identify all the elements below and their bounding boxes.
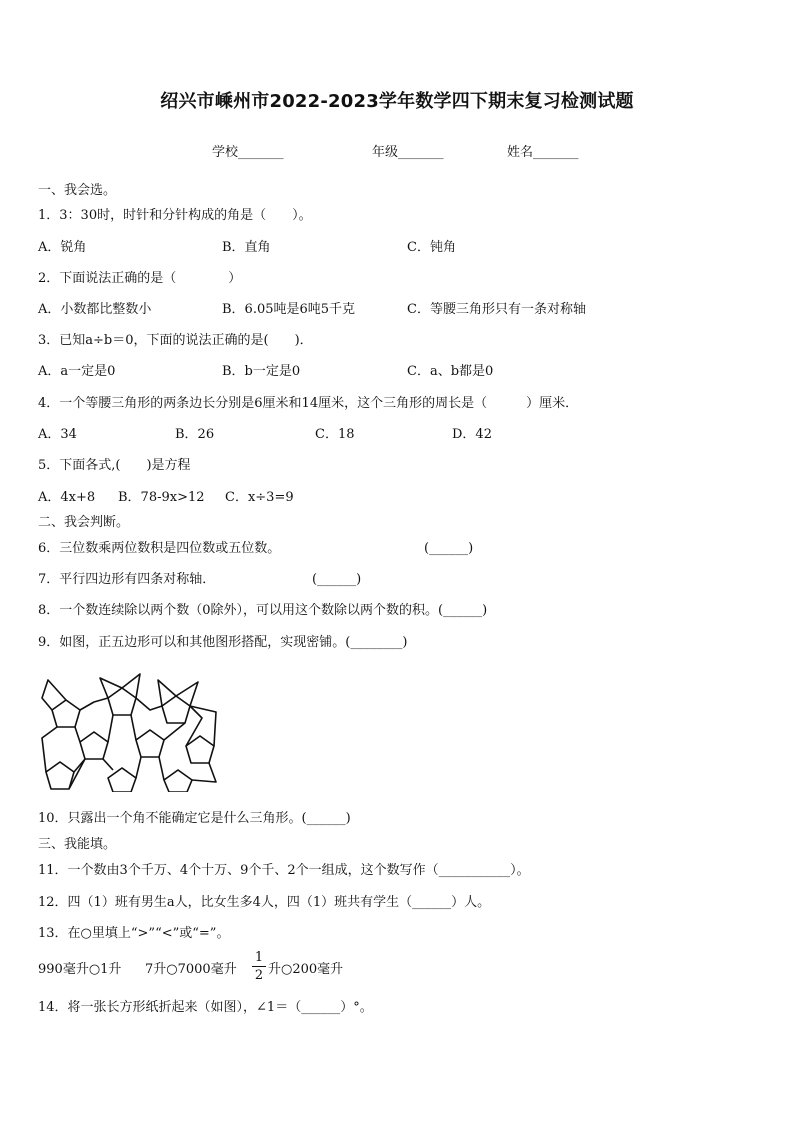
q5-option-b: B．78-9x>12 [118, 490, 205, 505]
pentagon-shape [162, 696, 190, 723]
section-heading-choice: 一、我会选。 [38, 183, 117, 198]
q6-answer-blank: (______) [424, 541, 474, 556]
fraction-denominator: 2 [254, 968, 264, 983]
pentagon-tessellation-figure [40, 672, 218, 792]
q1-option-a: A．锐角 [38, 240, 87, 255]
question-7: 7．平行四边形有四条对称轴． [38, 572, 216, 587]
question-13: 13．在○里填上“>”“<”或“=”。 [38, 926, 230, 941]
q1-option-b: B．直角 [222, 240, 271, 255]
question-5: 5．下面各式,( )是方程 [38, 458, 191, 473]
question-6: 6．三位数乘两位数积是四位数或五位数。 [38, 541, 281, 556]
star-gap-shape [42, 680, 66, 772]
question-12: 12．四（1）班有男生a人，比女生多4人，四（1）班共有学生（______）人。 [38, 895, 491, 910]
q3-option-c: C．a、b都是0 [407, 364, 494, 379]
q2-option-b: B．6.05吨是6吨5千克 [222, 302, 356, 317]
q4-option-c: C．18 [315, 427, 355, 442]
q2-option-c: C．等腰三角形只有一条对称轴 [407, 302, 586, 317]
pentagon-shape [136, 730, 164, 757]
question-14: 14．将一张长方形纸折起来（如图），∠1＝（______）°。 [38, 1000, 373, 1015]
star-gap-shape [108, 698, 162, 742]
star-gap-shape [100, 674, 140, 698]
q4-option-a: A．34 [38, 427, 77, 442]
pentagon-shape [108, 688, 136, 715]
q5-option-c: C．x÷3=9 [225, 490, 294, 505]
star-gap-shape [136, 706, 202, 780]
question-2: 2．下面说法正确的是（ ） [38, 271, 242, 286]
q4-option-d: D．42 [452, 427, 492, 442]
q3-option-a: A．a一定是0 [38, 364, 116, 379]
q1-option-c: C．钝角 [407, 240, 456, 255]
q7-answer-blank: (______) [312, 572, 362, 587]
question-11: 11．一个数由3个千万、4个十万、9个千、2个一组成，这个数写作（___________）。 [38, 863, 530, 878]
question-10: 10．只露出一个角不能确定它是什么三角形。(______) [38, 811, 351, 826]
q2-option-a: A．小数都比整数小 [38, 302, 152, 317]
section-heading-judge: 二、我会判断。 [38, 515, 130, 530]
pentagon-shape [80, 732, 108, 759]
q13-part-1: 990毫升○1升 [38, 962, 122, 977]
question-9: 9．如图，正五边形可以和其他图形搭配，实现密铺。(________) [38, 635, 408, 650]
star-gap-shape [158, 680, 216, 746]
grade-field: 年级_______ [372, 145, 444, 160]
pentagon-shape [52, 700, 80, 727]
q13-part-2: 7升○7000毫升 [145, 962, 237, 977]
q5-option-a: A．4x+8 [38, 490, 96, 505]
q13-fraction [252, 950, 266, 983]
q13-part-3: 升○200毫升 [268, 962, 344, 977]
question-8: 8．一个数连续除以两个数（0除外），可以用这个数除以两个数的积。(______) [38, 603, 488, 618]
fraction-bar [252, 966, 266, 967]
question-4: 4．一个等腰三角形的两条边长分别是6厘米和14厘米，这个三角形的周长是（ ）厘米． [38, 396, 579, 411]
page-title: 绍兴市嵊州市2022-2023学年数学四下期末复习检测试题 [160, 91, 634, 112]
pentagon-shape [164, 770, 192, 792]
pentagon-shape [46, 762, 74, 789]
question-1: 1．3：30时，时针和分针构成的角是（ ）。 [38, 208, 312, 223]
pentagon-shape [108, 768, 136, 792]
section-heading-fill: 三、我能填。 [38, 837, 117, 852]
name-field: 姓名_______ [507, 145, 579, 160]
q4-option-b: B．26 [175, 427, 215, 442]
q3-option-b: B．b一定是0 [222, 364, 301, 379]
fraction-numerator: 1 [254, 950, 264, 965]
question-3: 3．已知a÷b＝0，下面的说法正确的是( )． [38, 333, 313, 348]
school-field: 学校_______ [212, 145, 284, 160]
